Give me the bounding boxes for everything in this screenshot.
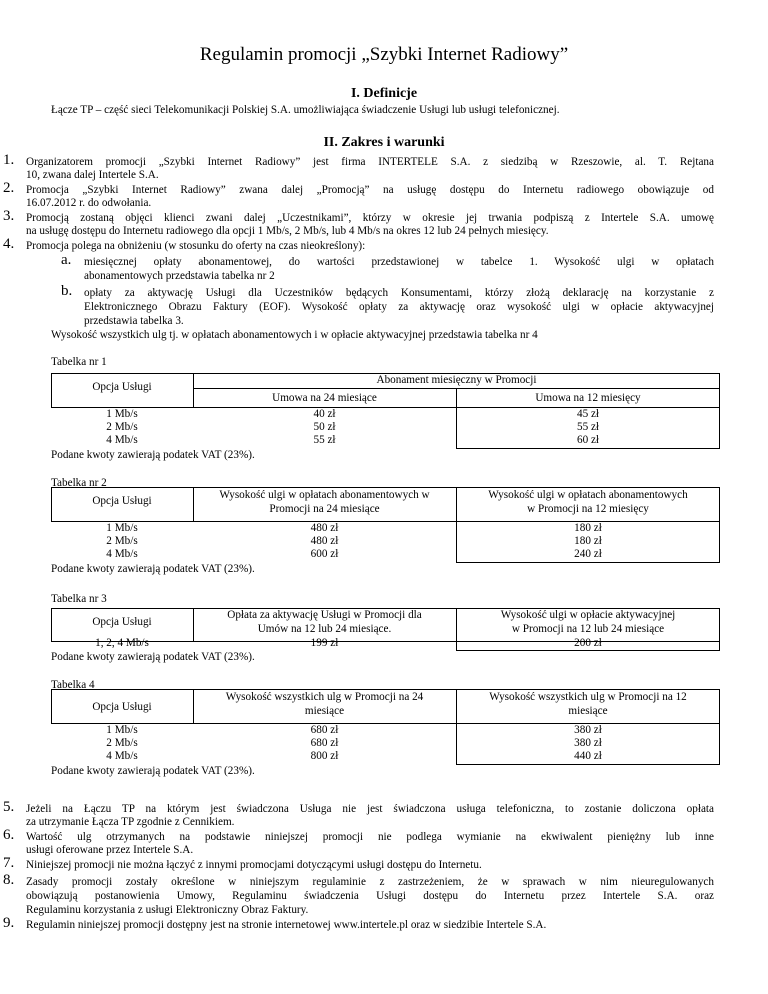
- table-4-cell: 440 zł: [574, 750, 602, 762]
- item-4b-line1: opłaty za aktywację Usługi dla Uczestników będących Konsumentami, którzy złożą deklarację na korzystanie z: [84, 287, 714, 299]
- table-1-col-option: Opcja Usługi: [92, 381, 152, 393]
- table-3-cell: 200 zł: [574, 637, 602, 649]
- definition-text: Łącze TP – część sieci Telekomunikacji Polskiej S.A. umożliwiająca świadczenie Usługi lub usługi telefonicznej.: [51, 104, 560, 116]
- table-1-cell: 60 zł: [576, 434, 600, 446]
- item-3-line1: Promocją zostaną objęci klienci zwani dalej „Uczestnikami”, którzy w okresie jej trwania podpiszą z Intertele S.A. umowę: [26, 212, 714, 224]
- table-3-cell: 199 zł: [310, 637, 339, 649]
- table-4-col-option: Opcja Usługi: [92, 701, 152, 713]
- table-2-col-12m-b: w Promocji na 12 miesięcy: [527, 503, 649, 515]
- table-4-col-12m-a: Wysokość wszystkich ulg w Promocji na 12: [489, 691, 687, 703]
- table-2-note: Podane kwoty zawierają podatek VAT (23%).: [51, 563, 255, 575]
- item-7-line1: Niniejszej promocji nie można łączyć z innymi promocjami dotyczącymi usługi dostępu do Internetu.: [26, 859, 482, 871]
- table-3-note: Podane kwoty zawierają podatek VAT (23%).: [51, 651, 255, 663]
- table-2-cell: 180 zł: [574, 535, 602, 547]
- table-1-cell: 45 zł: [576, 408, 600, 420]
- item-3-line2: na usługę dostępu do Internetu radiowego dla opcji 1 Mb/s, 2 Mb/s, lub 4 Mb/s na okres 12 lub 24 pełnych miesięcy.: [26, 225, 549, 237]
- table-2-col-24m-b: Promocji na 24 miesiące: [269, 503, 380, 515]
- item-6-line1: Wartość ulg otrzymanych na podstawie niniejszej promocji nie podlega wymianie na ekwiwalent pieniężny lub inne: [26, 831, 714, 843]
- table-1-cell: 4 Mb/s: [106, 434, 138, 446]
- table-1-note: Podane kwoty zawierają podatek VAT (23%).: [51, 449, 255, 461]
- table-3-col-fee-b: Umów na 12 lub 24 miesiące.: [257, 623, 392, 635]
- item-3-number: 3.: [3, 208, 15, 224]
- table-4-cell: 380 zł: [574, 737, 602, 749]
- table-4-col-24m-a: Wysokość wszystkich ulg w Promocji na 24: [225, 691, 424, 703]
- item-9-number: 9.: [3, 915, 15, 931]
- item-4a-line2: abonamentowych przedstawia tabelka nr 2: [84, 270, 275, 282]
- table-4-cell: 2 Mb/s: [106, 737, 138, 749]
- table-4-caption: Tabelka 4: [51, 679, 95, 691]
- table-1-col-12m: Umowa na 12 miesięcy: [535, 392, 641, 404]
- item-4a-line1: miesięcznej opłaty abonamentowej, do wartości przedstawionej w tabelce 1. Wysokość ulgi w opłatach: [84, 256, 714, 268]
- table-3-col-discount-b: w Promocji na 12 lub 24 miesiące: [511, 623, 665, 635]
- item-5-number: 5.: [3, 799, 15, 815]
- item-2-number: 2.: [3, 180, 15, 196]
- item-4b-line3: przedstawia tabelka 3.: [84, 315, 184, 327]
- table-1-cell: 55 zł: [576, 421, 600, 433]
- table-4-col-24m-b: miesiące: [304, 705, 345, 717]
- table-2-cell: 180 zł: [574, 522, 602, 534]
- discounts-summary: Wysokość wszystkich ulg tj. w opłatach abonamentowych i w opłacie aktywacyjnej przedstawia tabelka nr 4: [51, 329, 538, 341]
- table-3-cell: 1, 2, 4 Mb/s: [95, 637, 149, 649]
- table-2-cell: 1 Mb/s: [106, 522, 138, 534]
- table-4-cell: 800 zł: [310, 750, 339, 762]
- table-1-cell: 1 Mb/s: [106, 408, 138, 420]
- table-1-divider: [193, 388, 720, 389]
- item-8-line1: Zasady promocji zostały określone w niniejszym regulaminie z zastrzeżeniem, że w sprawach w nim nieuregulowanych: [26, 876, 714, 888]
- table-4-cell: 680 zł: [310, 724, 339, 736]
- table-2-cell: 600 zł: [310, 548, 339, 560]
- item-5-line2: za utrzymanie Łącza TP zgodnie z Cennikiem.: [26, 816, 235, 828]
- item-2-line2: 16.07.2012 r. do odwołania.: [26, 197, 152, 209]
- item-5-line1: Jeżeli na Łączu TP na którym jest świadczona Usługa nie jest świadczona usługa telefoniczna, to zostanie doliczona opłata: [26, 803, 714, 815]
- item-1-line2: 10, zwana dalej Intertele S.A.: [26, 169, 159, 181]
- table-1-cell: 55 zł: [313, 434, 336, 446]
- table-4-cell: 380 zł: [574, 724, 602, 736]
- item-1-line1: Organizatorem promocji „Szybki Internet Radiowy” jest firma INTERTELE S.A. z siedzibą w Rzeszowie, al. T. Rejtana: [26, 156, 714, 168]
- table-2-cell: 4 Mb/s: [106, 548, 138, 560]
- section-1-heading: I. Definicje: [350, 86, 418, 101]
- table-2-cell: 240 zł: [574, 548, 602, 560]
- table-3-col-option: Opcja Usługi: [92, 616, 152, 628]
- table-2-cell: 2 Mb/s: [106, 535, 138, 547]
- table-4-divider: [456, 764, 720, 765]
- table-3-col-discount-a: Wysokość ulgi w opłacie aktywacyjnej: [500, 609, 676, 621]
- table-1-col-24m: Umowa na 24 miesiące: [272, 392, 377, 404]
- item-4-line1: Promocja polega na obniżeniu (w stosunku do oferty na czas nieokreślony):: [26, 240, 366, 252]
- section-2-heading: II. Zakres i warunki: [323, 135, 445, 150]
- table-1-divider: [456, 448, 720, 449]
- table-2-col-option: Opcja Usługi: [92, 495, 152, 507]
- item-7-number: 7.: [3, 855, 15, 871]
- table-1-cell: 50 zł: [313, 421, 336, 433]
- item-4b-letter: b.: [61, 283, 73, 299]
- table-2-cell: 480 zł: [310, 522, 339, 534]
- item-8-line3: Regulaminu korzystania z usługi Elektroniczny Obraz Faktury.: [26, 904, 309, 916]
- table-1-group-header: Abonament miesięczny w Promocji: [376, 374, 537, 386]
- table-3-caption: Tabelka nr 3: [51, 593, 107, 605]
- table-1-cell: 40 zł: [313, 408, 336, 420]
- table-3-col-fee-a: Opłata za aktywację Usługi w Promocji dla: [227, 609, 422, 621]
- table-2-col-24m-a: Wysokość ulgi w opłatach abonamentowych w: [219, 489, 430, 501]
- item-4b-line2: Elektronicznego Obrazu Faktury (EOF). Wysokość opłaty za aktywację oraz wysokość ulgi w opłacie aktywacyjnej: [84, 301, 714, 313]
- table-4-cell: 680 zł: [310, 737, 339, 749]
- item-2-line1: Promocja „Szybki Internet Radiowy” zwana dalej „Promocją” na usługę dostępu do Internetu radiowego obowiązuje od: [26, 184, 714, 196]
- table-4-note: Podane kwoty zawierają podatek VAT (23%).: [51, 765, 255, 777]
- table-2-divider: [456, 562, 720, 563]
- item-6-line2: usługi oferowane przez Intertele S.A.: [26, 844, 194, 856]
- table-2-cell: 480 zł: [310, 535, 339, 547]
- table-1-cell: 2 Mb/s: [106, 421, 138, 433]
- document-title: Regulamin promocji „Szybki Internet Radiowy”: [199, 44, 569, 65]
- table-2-caption: Tabelka nr 2: [51, 477, 107, 489]
- item-6-number: 6.: [3, 827, 15, 843]
- item-8-number: 8.: [3, 872, 15, 888]
- table-4-col-12m-b: miesiące: [568, 705, 608, 717]
- table-2-col-12m-a: Wysokość ulgi w opłatach abonamentowych: [488, 489, 688, 501]
- item-9-line1: Regulamin niniejszej promocji dostępny jest na stronie internetowej www.intertele.pl oraz w siedzibie Intertele S.A.: [26, 919, 547, 931]
- table-4-cell: 4 Mb/s: [106, 750, 138, 762]
- table-4-cell: 1 Mb/s: [106, 724, 138, 736]
- item-1-number: 1.: [3, 152, 15, 168]
- table-1-caption: Tabelka nr 1: [51, 356, 107, 368]
- item-8-line2: obowiązują postanowienia Umowy, Regulaminu świadczenia Usługi dostępu do Internetu przez Intertele S.A. oraz: [26, 890, 714, 902]
- item-4a-letter: a.: [61, 252, 72, 268]
- item-4-number: 4.: [3, 236, 15, 252]
